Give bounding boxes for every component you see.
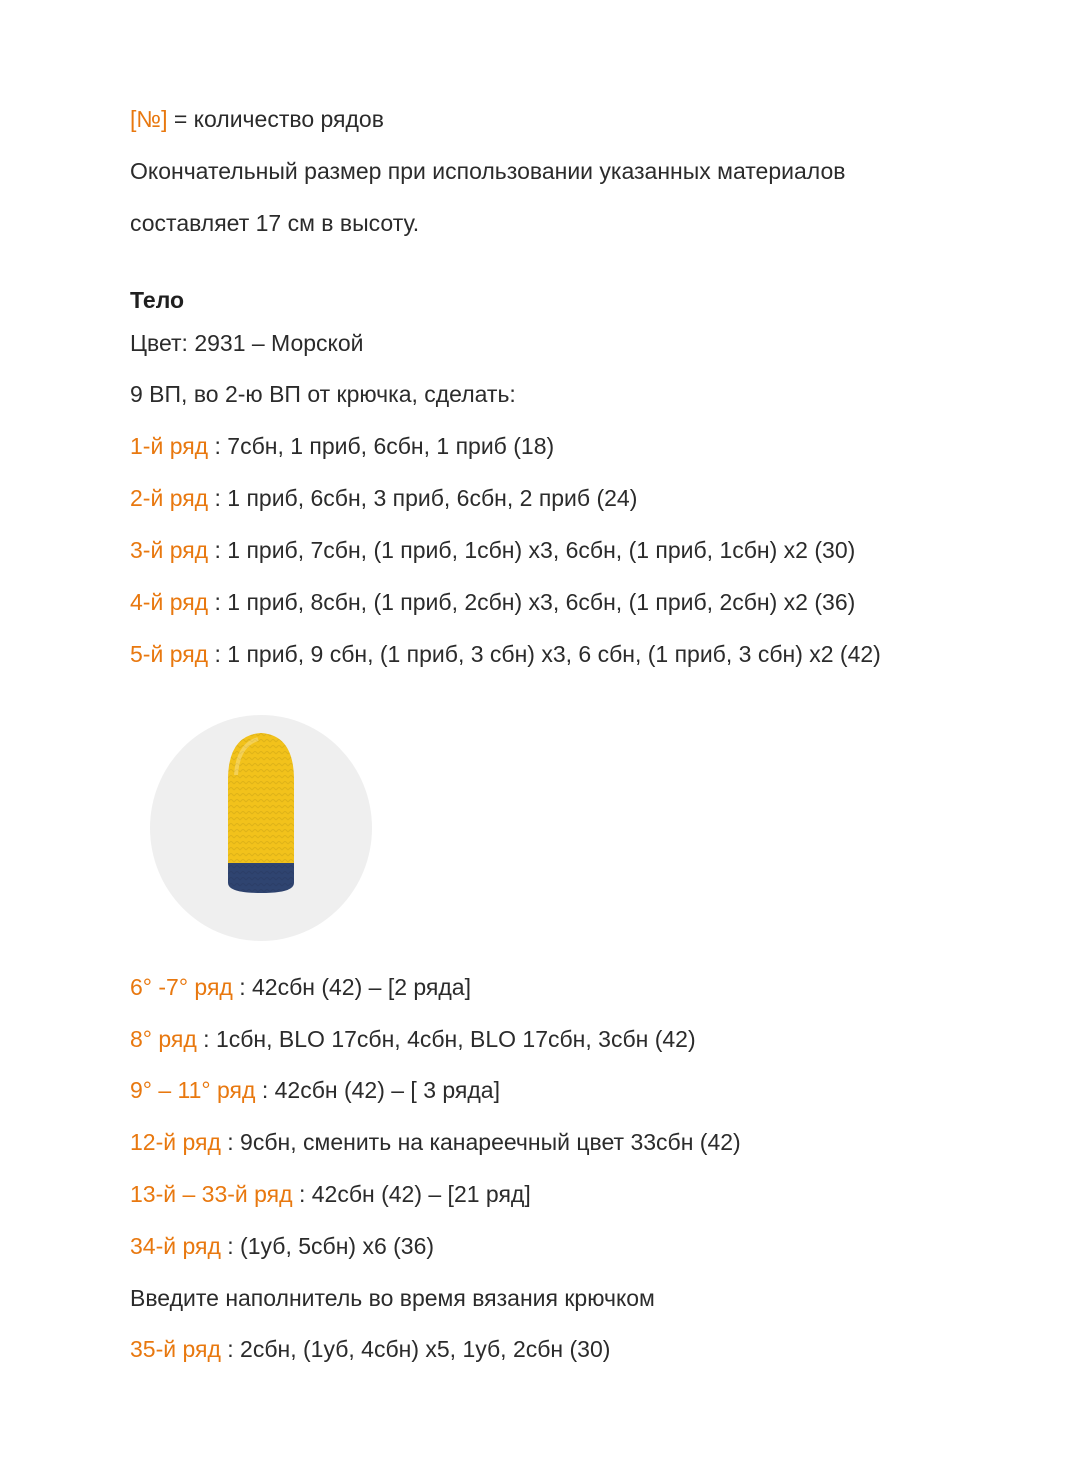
row-text: : 1 приб, 8сбн, (1 приб, 2сбн) x3, 6сбн, (1 приб, 2сбн) x2 (36) <box>208 589 856 615</box>
row-instruction <box>130 972 471 1002</box>
row-label: 4-й ряд <box>130 589 209 615</box>
row-text: : 9сбн, сменить на канареечный цвет 33сбн (42) <box>220 1129 741 1155</box>
row-label: 9° – 11° ряд <box>130 1077 256 1103</box>
row-text: : 1 приб, 6сбн, 3 приб, 6сбн, 2 приб (24) <box>208 485 638 511</box>
row-text: : 1 приб, 7сбн, (1 приб, 1сбн) x3, 6сбн, (1 приб, 1сбн) x2 (30) <box>208 537 856 563</box>
legend-text: = количество рядов <box>167 106 384 132</box>
row-instruction <box>130 1334 610 1364</box>
stuffing-note: Введите наполнитель во время вязания крючком <box>130 1285 655 1311</box>
row-text: : 42сбн (42) – [21 ряд] <box>292 1181 531 1207</box>
row-label: 34-й ряд <box>130 1233 221 1259</box>
row-label: 35-й ряд <box>130 1336 221 1362</box>
row-text: : 42сбн (42) – [2 ряда] <box>232 974 471 1000</box>
row-text: : 7сбн, 1 приб, 6сбн, 1 приб (18) <box>208 433 555 459</box>
row-label: 2-й ряд <box>130 485 209 511</box>
row-text: : 42сбн (42) – [ 3 ряда] <box>255 1077 500 1103</box>
row-instruction <box>130 1024 696 1054</box>
size-line-2: составляет 17 см в высоту. <box>130 210 420 236</box>
row-instruction <box>130 483 637 513</box>
section-title: Тело <box>130 287 185 313</box>
row-instruction <box>130 1231 434 1261</box>
color-line: Цвет: 2931 – Морской <box>130 330 364 356</box>
row-text: : 1 приб, 9 сбн, (1 приб, 3 сбн) x3, 6 сбн, (1 приб, 3 сбн) x2 (42) <box>208 641 881 667</box>
row-instruction <box>130 639 881 669</box>
legend-line <box>130 104 384 134</box>
body-photo <box>150 715 372 941</box>
row-label: 3-й ряд <box>130 537 209 563</box>
row-label: 13-й – 33-й ряд <box>130 1181 293 1207</box>
size-line-1: Окончательный размер при использовании указанных материалов <box>130 158 846 184</box>
row-instruction <box>130 431 554 461</box>
row-label: 6° -7° ряд <box>130 974 233 1000</box>
row-label: 12-й ряд <box>130 1129 221 1155</box>
row-instruction <box>130 535 855 565</box>
row-label: 8° ряд <box>130 1026 197 1052</box>
row-instruction <box>130 1075 500 1105</box>
row-text: : 2сбн, (1уб, 4сбн) x5, 1уб, 2сбн (30) <box>220 1336 611 1362</box>
row-instruction <box>130 1127 741 1157</box>
row-text: : (1уб, 5сбн) x6 (36) <box>220 1233 435 1259</box>
row-text: : 1сбн, BLO 17сбн, 4сбн, BLO 17сбн, 3сбн (42) <box>196 1026 696 1052</box>
row-instruction <box>130 587 855 617</box>
row-instruction <box>130 1179 531 1209</box>
start-line: 9 ВП, во 2-ю ВП от крючка, сделать: <box>130 381 516 407</box>
legend-key: [№] <box>130 106 168 132</box>
row-label: 5-й ряд <box>130 641 209 667</box>
row-label: 1-й ряд <box>130 433 209 459</box>
